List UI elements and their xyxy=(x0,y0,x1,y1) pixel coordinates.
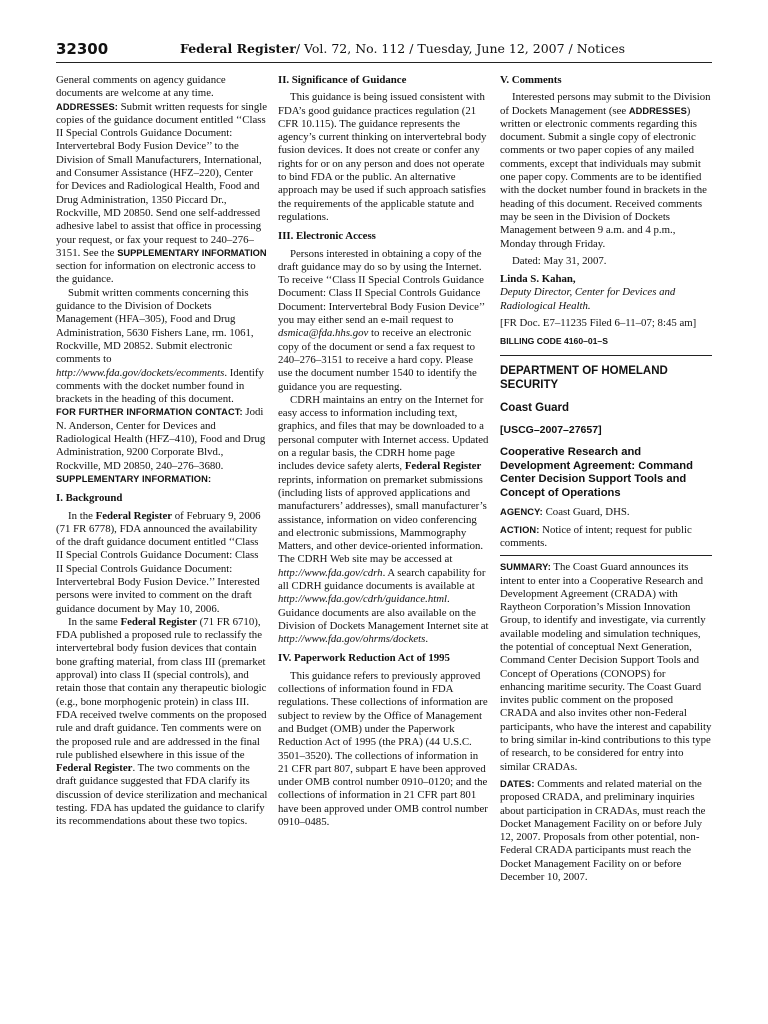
submit-paragraph xyxy=(56,287,268,407)
federal-register-ref: Federal Register xyxy=(56,762,133,775)
addresses-paragraph xyxy=(56,101,268,287)
journal-name: Federal Register xyxy=(180,41,296,56)
addresses-label: ADDRESSES: xyxy=(56,101,118,112)
column-1 xyxy=(56,74,268,829)
billing-code: BILLING CODE 4160–01–S xyxy=(500,336,608,347)
ea-text: Persons interested in obtaining a copy of the draft guidance may do so by using the Internet. To receive ‘‘Class II Special Controls Guidance Document: Class II Special Controls Guidance Document: Intervertebral Body Fusion Device’’ you may either send an e-mail request to xyxy=(278,247,485,327)
significance-heading: II. Significance of Guidance xyxy=(278,74,407,86)
agency-name: Coast Guard xyxy=(500,401,570,414)
docket-number: [USCG–2007–27657] xyxy=(500,423,602,436)
paperwork-paragraph: This guidance refers to previously approved collections of information found in FDA regulations. These collections of information are subject to review by the Office of Management and Budget (OMB) under the Paperwork Reduction Act of 1995 (the PRA) (44 U.S.C. 3501–3520). The collections of information in 21 CFR part 807, subpart E have been approved under OMB control number 0910–0120; and the collections of information in 21 CFR part 801 have been approved under OMB control number 0910–0485. xyxy=(278,669,488,829)
bg-text: In the same xyxy=(68,615,118,628)
electronic-access-paragraph-1 xyxy=(278,248,490,394)
addresses-tail: section for information on electronic access to the guidance. xyxy=(56,260,256,286)
comments-paragraph xyxy=(500,91,712,251)
bg-text: . The two comments on the draft guidance suggested that FDA clarify its discussion of device sterilization and mechanical testing. FDA has updated the guidance to clarify its recommendations about these two topics. xyxy=(56,762,268,828)
summary-text: The Coast Guard announces its intent to enter into a Cooperative Research and Development Agreement (CRADA) with Raytheon Corporation’s Mission Innovation Group, to identify and investigate, via currently available modeling and simulation techniques, the potential of conceptual Next Generation, Command Center Decision Support Tools and Concept of Operations (CONOPS) for enhancing maritime security. The Coast Guard invites public comment on the proposed CRADA and also invites other non-Federal participants, who have the interest and capability to bring similar in-kind contributions to this type of research, to be considered for entry into similar CRADAs. xyxy=(500,561,712,773)
significance-paragraph: This guidance is being issued consistent with FDA’s good guidance practices regulation (21 CFR 10.115). The guidance represents the agency’s current thinking on intervertebral body fusion devices. It does not create or confer any rights for or on any person and does not operate to bind FDA or the public. An alternative approach may be used if such approach satisfies the requirements of the applicable statute and regulations. xyxy=(278,91,487,223)
bg-text: In the xyxy=(68,509,93,522)
summary-label: SUMMARY: xyxy=(500,562,551,573)
action-label: ACTION: xyxy=(500,524,540,535)
background-heading: I. Background xyxy=(56,492,123,505)
electronic-access-paragraph-2 xyxy=(278,394,490,647)
cdrh-link[interactable]: http://www.fda.gov/cdrh xyxy=(278,566,383,579)
background-paragraph-1 xyxy=(56,510,268,616)
fr-doc-line: [FR Doc. E7–11235 Filed 6–11–07; 8:45 am] xyxy=(500,317,697,330)
email-link[interactable]: dsmica@fda.hhs.gov xyxy=(278,327,369,340)
column-2 xyxy=(278,74,490,829)
divider xyxy=(500,555,712,556)
ea-text: CDRH maintains an entry on the Internet for easy access to information including text, graphics, and files that may be downloaded to a personal computer with Internet access. Updated on a regular basis, the CDRH home page includes device safety alerts, xyxy=(278,393,489,473)
contact-paragraph xyxy=(56,406,268,472)
supplementary-label: SUPPLEMENTARY INFORMATION: xyxy=(56,473,212,484)
agency-line xyxy=(500,506,712,519)
dockets-link[interactable]: http://www.fda.gov/ohrms/dockets xyxy=(278,633,426,646)
federal-register-ref: Federal Register xyxy=(404,460,482,473)
supplementary-ref: SUPPLEMENTARY INFORMATION xyxy=(117,247,267,258)
comments-text: ) written or electronic comments regarding this document. Submit a single copy of electronic comments or two paper copies of any mailed comments, except that individuals may submit one paper copy. Comments are to be identified with the docket number found in brackets in the heading of this document. Received comments may be seen in the Division of Dockets Management between 9 a.m. and 4 p.m., Monday through Friday. xyxy=(500,104,707,250)
journal-title xyxy=(180,41,625,56)
dates-text: Comments and related material on the proposed CRADA, and preliminary inquiries about participation in CRADAs, must reach the Docket Management Facility on or before July 12, 2007. Proposals from other potential, non-Federal CRADA participants must reach the Docket Management Facility on or before December 10, 2007. xyxy=(500,777,706,884)
comments-heading: V. Comments xyxy=(500,74,562,86)
issue-info: / Vol. 72, No. 112 / Tuesday, June 12, 2007 / Notices xyxy=(295,41,626,56)
divider xyxy=(500,355,712,356)
comments-text: Interested persons may submit to the Division of Dockets Management (see xyxy=(500,91,711,117)
federal-register-ref: Federal Register xyxy=(120,615,197,628)
ea-text: . xyxy=(425,633,429,646)
department-name: DEPARTMENT OF HOMELAND SECURITY xyxy=(500,364,668,391)
running-header xyxy=(56,38,712,63)
federal-register-ref: Federal Register xyxy=(95,509,173,522)
bg-text: of February 9, 2006 (71 FR 6778), FDA announced the availability of the draft guidance document entitled ‘‘Class II Special Controls Guidance Document: Class II Special Controls Guidance Document: Intervertebral Body Fusion Device.’’ Interested persons were invited to comment on the draft guidance document by May 10, 2006. xyxy=(56,509,261,615)
addresses-text: Submit written requests for single copies of the guidance document entitled ‘‘Class II Special Controls Guidance Document: Intervertebral Body Fusion Device’’ to the Division of Small Manufacturers, International, and Consumer Assistance (HFZ–220), Center for Devices and Radiological Health, Food and Drug Administration, 1350 Piccard Dr., Rockville, MD 20850. Send one self-addressed adhesive label to assist that office in processing your request, or fax your request to 240–276–3151. See the xyxy=(56,100,268,259)
addresses-ref: ADDRESSES xyxy=(628,105,687,116)
document-title: Cooperative Research and Development Agreement: Command Center Decision Support Tools and Concept of Operations xyxy=(500,445,693,499)
submit-text-b: . Identify comments with the docket number found in brackets in the heading of this document. xyxy=(56,366,264,406)
signer-title-text: Deputy Director, Center for Devices and Radiological Health. xyxy=(500,286,676,312)
page-number: 32300 xyxy=(56,40,109,58)
contact-text: Jodi N. Anderson, Center for Devices and Radiological Health (HFZ–410), Food and Drug Administration, 9200 Corporate Blvd., Rockville, MD 20850, 240–276–3680. xyxy=(56,406,266,472)
dated-line: Dated: May 31, 2007. xyxy=(512,254,607,267)
action-line xyxy=(500,524,712,551)
paperwork-heading: IV. Paperwork Reduction Act of 1995 xyxy=(278,652,450,665)
action-text: Notice of intent; request for public comments. xyxy=(500,523,692,549)
contact-label: FOR FURTHER INFORMATION CONTACT: xyxy=(56,407,243,418)
background-paragraph-2 xyxy=(56,616,268,829)
dates-label: DATES: xyxy=(500,778,535,789)
summary-paragraph xyxy=(500,561,712,774)
agency-text: Coast Guard, DHS. xyxy=(545,506,630,519)
ea-text: . Guidance documents are also available on the Division of Dockets Management Internet site at xyxy=(278,593,489,632)
ea-text: . A search capability for all CDRH guidance documents is available at xyxy=(278,566,486,592)
agency-label: AGENCY: xyxy=(500,507,543,518)
dates-paragraph xyxy=(500,778,712,884)
signer-name: Linda S. Kahan, xyxy=(500,273,576,286)
intro-paragraph: General comments on agency guidance documents are welcome at any time. xyxy=(56,74,226,100)
electronic-access-heading: III. Electronic Access xyxy=(278,230,376,243)
ea-text: to receive an electronic copy of the document or send a fax request to 240–276–3151 to receive a hard copy. Please use the document number 1540 to identify the guidance you are requesting. xyxy=(278,327,477,393)
column-3 xyxy=(500,74,712,884)
ecomments-link[interactable]: http://www.fda.gov/dockets/ecomments xyxy=(56,366,225,379)
submit-text-a: Submit written comments concerning this guidance to the Division of Dockets Management (HFA–305), Food and Drug Administration, 5630 Fishers Lane, rm. 1061, Rockville, MD 20852. Submit electronic comments to xyxy=(56,286,254,366)
signer-title xyxy=(500,286,712,313)
ea-text: reprints, information on premarket submissions (including lists of approved applications and manufacturers’ addresses), small manufacturer’s assistance, information on video conferencing and electronic submissions, Mammography Matters, and other device-oriented information. The CDRH Web site may be accessed at xyxy=(278,473,487,566)
bg-text: (71 FR 6710), FDA published a proposed rule to reclassify the intervertebral body fusion devices that contain bone grafting material, from class III (premarket approval) into class II (special controls), and retain those that contain any therapeutic biologic (e.g., bone morphogenic protein) in class III. FDA received twelve comments on the proposed rule and draft guidance. Ten comments were on the proposed rule and are addressed in the final rule published elsewhere in this issue of the xyxy=(56,615,267,761)
guidance-link[interactable]: http://www.fda.gov/cdrh/guidance.html xyxy=(278,593,448,606)
